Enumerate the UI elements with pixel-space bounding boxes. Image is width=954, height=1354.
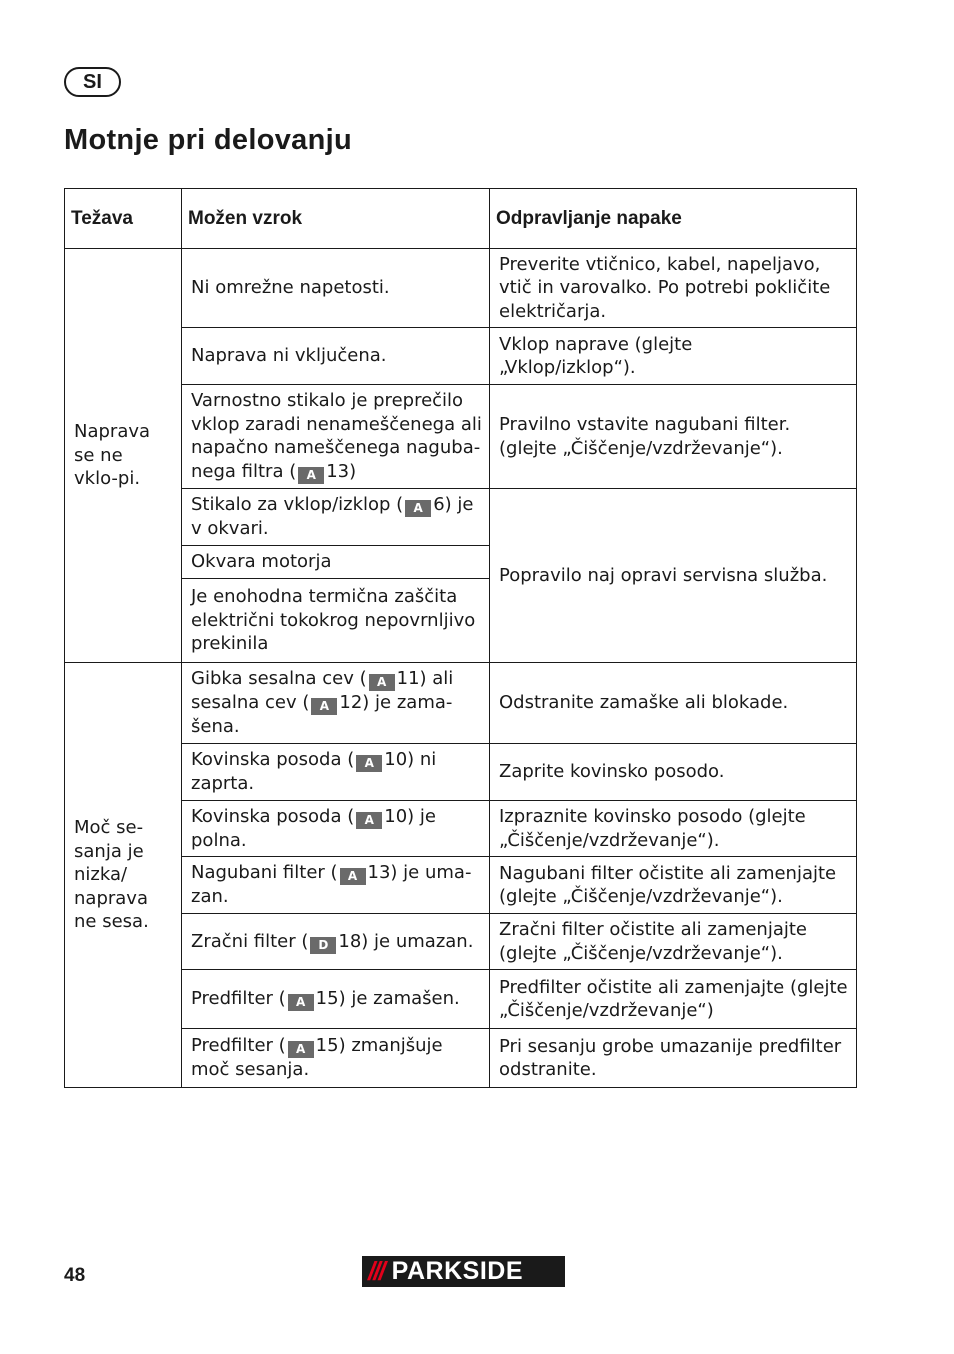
brand-slashes: /// [368, 1256, 384, 1286]
cause-cell: Gibka sesalna cev ( A 11) ali sesalna cev ( A 12) je zama-šena. [191, 668, 454, 738]
cause-cell: Naprava ni vključena. [191, 345, 387, 367]
figure-ref-badge: A [288, 1041, 314, 1058]
figure-ref-badge: A [311, 698, 337, 715]
remedy-cell: Popravilo naj opravi servisna služba. [499, 564, 828, 586]
remedy-cell: Odstranite zamaške ali blokade. [499, 692, 789, 714]
problem-cell: Moč se-sanja je nizka/ naprava ne sesa. [74, 817, 149, 933]
remedy-cell: Preverite vtičnico, kabel, napeljavo, vtič in varovalko. Po potrebi pokličite električarja. [499, 253, 831, 322]
cause-cell: Okvara motorja [191, 551, 332, 573]
figure-ref-badge: A [356, 812, 382, 829]
remedy-cell: Nagubani filter očistite ali zamenjajte (glejte „Čiščenje/vzdrževanje“). [499, 862, 837, 907]
cause-cell: Predfilter ( A 15) je zamašen. [191, 988, 460, 1009]
language-code: SI [83, 70, 102, 93]
remedy-cell: Pri sesanju grobe umazanije predfilter odstranite. [499, 1035, 842, 1080]
cause-cell: Stikalo za vklop/izklop ( A 6) je v okvari. [191, 494, 474, 540]
parkside-logo [362, 1256, 565, 1287]
figure-ref-badge: A [405, 500, 431, 517]
remedy-cell: Predfilter očistite ali zamenjajte (glejte „Čiščenje/vzdrževanje“) [499, 976, 848, 1021]
column-header-problem: Težava [71, 207, 133, 229]
cause-cell: Kovinska posoda ( A 10) je polna. [191, 805, 436, 851]
figure-ref-badge: D [310, 937, 336, 954]
brand-name: PARKSIDE [391, 1257, 524, 1285]
figure-ref-badge: A [288, 994, 314, 1011]
figure-ref-badge: A [356, 755, 382, 772]
page-title: Motnje pri delovanju [64, 124, 352, 156]
remedy-cell: Izpraznite kovinsko posodo (glejte „Čiščenje/vzdrževanje“). [499, 806, 806, 851]
cause-cell: Ni omrežne napetosti. [191, 277, 390, 299]
remedy-cell: Zračni filter očistite ali zamenjajte (glejte „Čiščenje/vzdrževanje“). [499, 919, 807, 964]
cause-cell: Je enohodna termična zaščita električni tokokrog nepovrnljivo prekinila [191, 586, 476, 655]
remedy-cell: Zaprite kovinsko posodo. [499, 761, 725, 783]
cause-cell: Predfilter ( A 15) zmanjšuje moč sesanja. [191, 1035, 443, 1081]
cause-cell: Varnostno stikalo je preprečilo vklop zaradi nenameščenega ali napačno nameščenega naguba-nega filtra ( A 13) [191, 390, 482, 482]
problem-cell: Naprava se ne vklo-pi. [74, 421, 151, 490]
cause-cell: Zračni filter ( D 18) je umazan. [191, 930, 474, 952]
cause-cell: Kovinska posoda ( A 10) ni zaprta. [191, 749, 437, 795]
figure-ref-badge: A [369, 674, 395, 691]
column-header-remedy: Odpravljanje napake [496, 207, 682, 229]
figure-ref-badge: A [340, 868, 366, 885]
remedy-cell: Pravilno vstavite nagubani filter. (glejte „Čiščenje/vzdrževanje“). [499, 414, 791, 459]
remedy-cell: Vklop naprave (glejte „Vklop/izklop“). [499, 333, 693, 378]
page-number: 48 [64, 1265, 86, 1286]
figure-ref-badge: A [298, 467, 324, 484]
cause-cell: Nagubani filter ( A 13) je uma-zan. [191, 862, 472, 908]
column-header-cause: Možen vzrok [188, 207, 303, 229]
